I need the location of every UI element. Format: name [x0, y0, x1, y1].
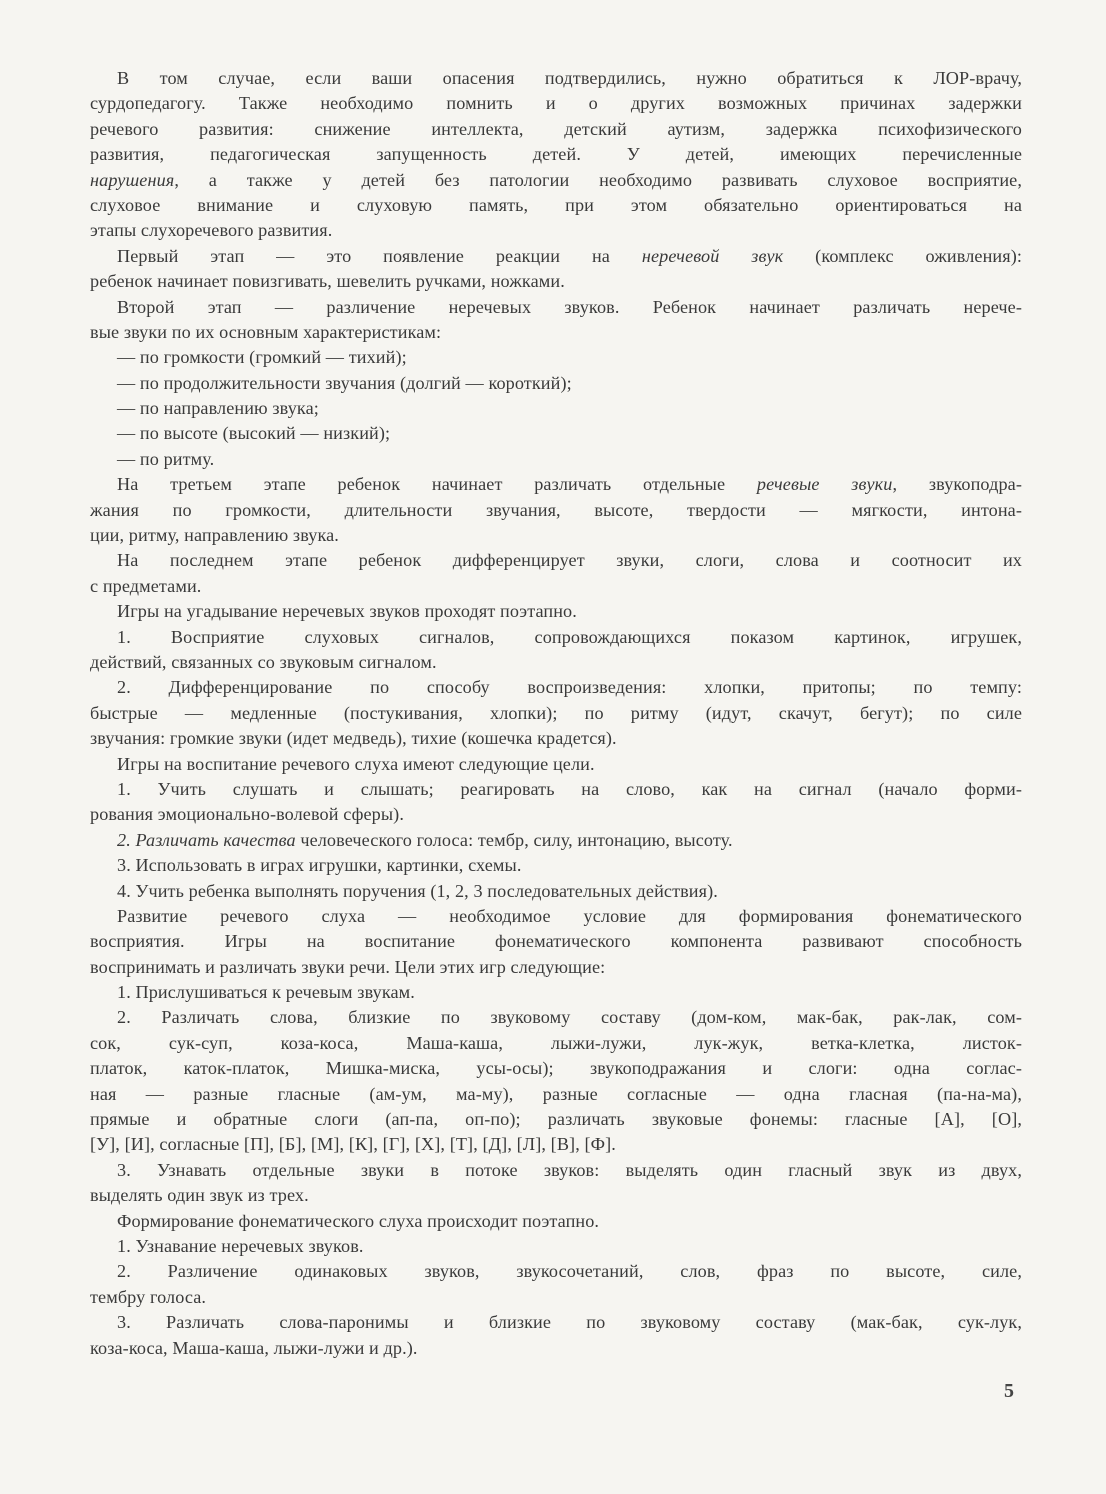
text-segment: рования эмоционально-волевой сферы). [90, 804, 404, 825]
text-segment: 3. Различать слова-паронимы и близкие по звуковому составу (мак-бак, сук-лук, [117, 1312, 1022, 1333]
text-line [90, 244, 1022, 269]
text-segment: Первый этап — это появление реакции на [117, 245, 642, 266]
text-line [90, 269, 1022, 294]
text-line [90, 1082, 1022, 1107]
text-segment: сок, сук-суп, коза-коса, Маша-каша, лыжи-лужи, лук-жук, ветка-клетка, листок- [90, 1032, 1022, 1053]
text-segment: — по продолжительности звучания (долгий — короткий); [117, 372, 572, 393]
text-segment: На третьем этапе ребенок начинает различать отдельные [117, 474, 757, 495]
text-line [90, 1183, 1022, 1208]
text-segment: развития, педагогическая запущенность детей. У детей, имеющих перечисленные [90, 144, 1022, 165]
page-body-text [90, 66, 1022, 1361]
text-segment: быстрые — медленные (постукивания, хлопки); по ритму (идут, скачут, бегут); по силе [90, 702, 1022, 723]
text-segment: 1. Узнавание неречевых звуков. [117, 1235, 364, 1256]
text-segment: , а также у детей без патологии необходимо развивать слуховое восприятие, [174, 169, 1022, 190]
text-segment: [У], [И], согласные [П], [Б], [М], [К], [Г], [Х], [Т], [Д], [Л], [В], [Ф]. [90, 1134, 616, 1155]
text-line [90, 777, 1022, 802]
text-segment: коза-коса, Маша-каша, лыжи-лужи и др.). [90, 1337, 418, 1358]
text-segment: 3. Узнавать отдельные звуки в потоке звуков: выделять один гласный звук из двух, [117, 1159, 1022, 1180]
text-line [90, 66, 1022, 91]
text-line [90, 91, 1022, 116]
text-line [90, 802, 1022, 827]
text-segment: звучания: громкие звуки (идет медведь), тихие (кошечка крадется). [90, 728, 617, 749]
text-line [90, 574, 1022, 599]
text-segment: человеческого голоса: тембр, силу, интонацию, высоту. [295, 829, 733, 850]
text-segment: — по направлению звука; [117, 398, 319, 419]
text-segment: (комплекс оживления): [783, 245, 1023, 266]
text-segment: сурдопедагогу. Также необходимо помнить и о других возможных причинах задержки [90, 93, 1022, 114]
text-line [90, 879, 1022, 904]
text-segment: 2. Различать слова, близкие по звуковому составу (дом-ком, мак-бак, рак-лак, сом- [117, 1007, 1022, 1028]
text-line [90, 955, 1022, 980]
text-segment: воспринимать и различать звуки речи. Цели этих игр следующие: [90, 956, 606, 977]
text-segment: 2. Различение одинаковых звуков, звукосочетаний, слов, фраз по высоте, силе, [117, 1261, 1022, 1282]
text-segment: тембру голоса. [90, 1286, 207, 1307]
text-line [90, 650, 1022, 675]
text-segment: 1. Учить слушать и слышать; реагировать на слово, как на сигнал (начало форми- [117, 778, 1022, 799]
text-segment: Игры на воспитание речевого слуха имеют следующие цели. [117, 753, 595, 774]
text-segment: речевого развития: снижение интеллекта, детский аутизм, задержка психофизического [90, 118, 1022, 139]
text-line [90, 701, 1022, 726]
text-line [90, 904, 1022, 929]
text-segment: платок, каток-платок, Мишка-миска, усы-осы); звукоподражания и слоги: одна соглас- [90, 1058, 1022, 1079]
text-segment: 4. Учить ребенка выполнять поручения (1, 2, 3 последовательных действия). [117, 880, 718, 901]
text-segment: Развитие речевого слуха — необходимое условие для формирования фонематического [117, 905, 1022, 926]
text-segment: вые звуки по их основным характеристикам: [90, 321, 442, 342]
text-line [90, 980, 1022, 1005]
text-line [90, 193, 1022, 218]
text-segment: с предметами. [90, 575, 202, 596]
text-line [90, 498, 1022, 523]
text-line [90, 142, 1022, 167]
text-line [90, 675, 1022, 700]
text-line [90, 752, 1022, 777]
text-line [90, 117, 1022, 142]
text-segment: жания по громкости, длительности звучания, высоте, твердости — мягкости, интона- [90, 499, 1022, 520]
text-segment: ная — разные гласные (ам-ум, ма-му), разные согласные — одна гласная (па-на-ма), [90, 1083, 1022, 1104]
text-line [90, 1234, 1022, 1259]
text-line [90, 625, 1022, 650]
text-line [90, 523, 1022, 548]
italic-text: 2. Различать качества [117, 829, 296, 850]
text-segment: , звукоподра- [892, 474, 1022, 495]
text-line [90, 1031, 1022, 1056]
text-line [90, 548, 1022, 573]
text-line [90, 472, 1022, 497]
text-segment: На последнем этапе ребенок дифференцирует звуки, слоги, слова и соотносит их [117, 550, 1022, 571]
text-segment: ции, ритму, направлению звука. [90, 525, 339, 546]
text-segment: прямые и обратные слоги (ап-па, оп-по); различать звуковые фонемы: гласные [А], [О], [90, 1109, 1022, 1130]
text-line [90, 1056, 1022, 1081]
text-line [90, 1285, 1022, 1310]
text-line [90, 421, 1022, 446]
text-line [90, 1209, 1022, 1234]
text-line [90, 929, 1022, 954]
text-segment: слуховое внимание и слуховую память, при этом обязательно ориентироваться на [90, 194, 1022, 215]
text-line [90, 853, 1022, 878]
text-segment: ребенок начинает повизгивать, шевелить ручками, ножками. [90, 271, 565, 292]
text-line [90, 726, 1022, 751]
text-line [90, 1005, 1022, 1030]
text-line [90, 1158, 1022, 1183]
text-segment: действий, связанных со звуковым сигналом. [90, 651, 437, 672]
text-line [90, 828, 1022, 853]
text-segment: 3. Использовать в играх игрушки, картинки, схемы. [117, 855, 522, 876]
text-line [90, 1107, 1022, 1132]
text-line [90, 371, 1022, 396]
italic-text: речевые звуки [756, 474, 893, 495]
text-line [90, 1259, 1022, 1284]
text-segment: В том случае, если ваши опасения подтвердились, нужно обратиться к ЛОР-врачу, [117, 68, 1022, 88]
text-segment: 1. Прислушиваться к речевым звукам. [117, 982, 415, 1003]
italic-text: нарушения [90, 169, 175, 190]
text-line [90, 218, 1022, 243]
text-segment: — по громкости (громкий — тихий); [117, 347, 407, 368]
italic-text: неречевой звук [641, 245, 784, 266]
text-line [90, 447, 1022, 472]
text-line [90, 1132, 1022, 1157]
text-line [90, 295, 1022, 320]
text-segment: Формирование фонематического слуха происходит поэтапно. [117, 1210, 600, 1231]
text-segment: восприятия. Игры на воспитание фонематического компонента развивают способность [90, 931, 1022, 952]
text-segment: выделять один звук из трех. [90, 1185, 309, 1206]
text-segment: Игры на угадывание неречевых звуков проходят поэтапно. [117, 601, 577, 622]
text-segment: 2. Дифференцирование по способу воспроизведения: хлопки, притопы; по темпу: [117, 677, 1022, 698]
text-segment: 1. Восприятие слуховых сигналов, сопровождающихся показом картинок, игрушек, [117, 626, 1022, 647]
text-line [90, 345, 1022, 370]
text-segment: — по высоте (высокий — низкий); [117, 423, 391, 444]
text-line [90, 1310, 1022, 1335]
page-number: 5 [1004, 1380, 1014, 1402]
text-segment: этапы слухоречевого развития. [90, 220, 333, 241]
text-segment: — по ритму. [117, 448, 215, 469]
text-segment: Второй этап — различение неречевых звуков. Ребенок начинает различать нерече- [117, 296, 1022, 317]
text-line [90, 320, 1022, 345]
text-line [90, 396, 1022, 421]
text-line [90, 599, 1022, 624]
text-line [90, 168, 1022, 193]
text-line [90, 1336, 1022, 1361]
